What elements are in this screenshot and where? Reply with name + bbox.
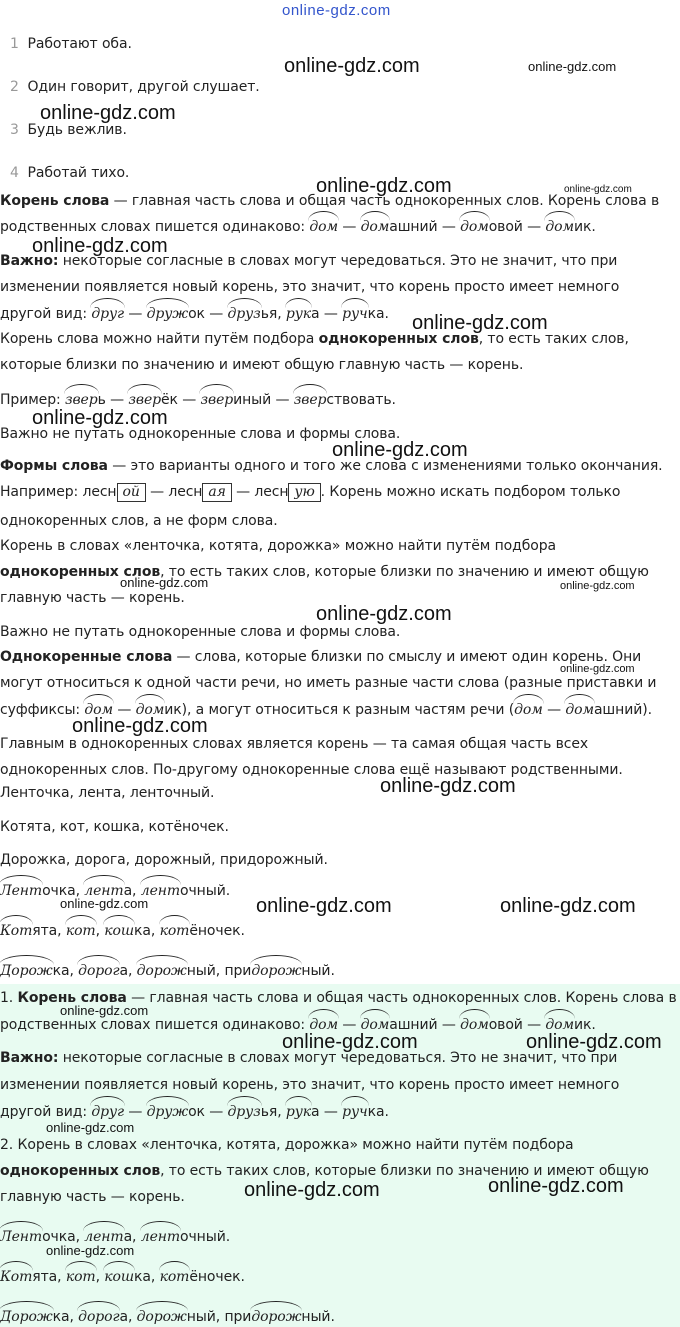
watermark: online-gdz.com [316, 603, 452, 625]
watermark: online-gdz.com [244, 1179, 380, 1201]
glav-line1: Главным в однокоренных словах является корень — та самая общая часть всех [0, 736, 589, 752]
words-line1: Ленточка, лента, ленточный. [0, 785, 215, 801]
answer-morph-lent: Ленточка, лента, ленточный. [0, 1229, 231, 1245]
answer-lent-line2: однокоренных слов, то есть таких слов, которые близки по значению и имеют общую [0, 1163, 649, 1179]
watermark: online-gdz.com [488, 1175, 624, 1197]
ending-box: ая [202, 483, 231, 502]
answer-vazhno-line1: Важно: некоторые согласные в словах могут чередоваться. Это не значит, что при [0, 1050, 618, 1066]
watermark: online-gdz.com [380, 775, 516, 797]
primer-line: Пример: зверь — зверёк — звериный — зверствовать. [0, 392, 396, 408]
lent-line1: Корень в словах «ленточка, котята, дорожка» можно найти путём подбора [0, 538, 556, 554]
answer-lent-line1: 2. Корень в словах «ленточка, котята, дорожка» можно найти путём подбора [0, 1137, 574, 1153]
ne-putat-line-2: Важно не путать однокоренные слова и формы слова. [0, 624, 401, 640]
answer-koren-line2: родственных словах пишется одинаково: дом — домашний — домовой — домик. [0, 1017, 596, 1033]
vazhno-line2: изменении появляется новый корень, это значит, что корень просто имеет немного [0, 279, 620, 295]
watermark: online-gdz.com [46, 1243, 135, 1258]
watermark: online-gdz.com [282, 1031, 418, 1053]
watermark: online-gdz.com [412, 312, 548, 334]
ending-box: ую [288, 483, 320, 502]
watermark: online-gdz.com [526, 1031, 662, 1053]
rule-text: Один говорит, другой слушает. [27, 79, 260, 95]
rule-item-1 [10, 35, 132, 53]
lent-line3: главную часть — корень. [0, 590, 185, 606]
watermark: online-gdz.com [72, 715, 208, 737]
ending-box: ой [117, 483, 146, 502]
rule-item-4 [10, 164, 129, 182]
formy-line2: Например: лесн ой — лесн ая — лесн ую . Корень можно искать подбором только [0, 484, 621, 500]
answer-vazhno-line3: другой вид: друг — дружок — друзья, рука — ручка. [0, 1104, 389, 1120]
watermark: online-gdz.com [40, 102, 176, 124]
watermark: online-gdz.com [528, 59, 617, 74]
rule-number: 1 [10, 36, 19, 52]
watermark: online-gdz.com [32, 235, 168, 257]
watermark: online-gdz.com [316, 175, 452, 197]
rule-text: Работай тихо. [27, 165, 130, 181]
watermark: online-gdz.com [284, 55, 420, 77]
odnok-line3: суффиксы: дом — домик), а могут относиться к разным частям речи (дом — домашний). [0, 702, 652, 718]
morph-lent-line: Ленточка, лента, ленточный. [0, 883, 231, 899]
site-header-link[interactable]: online-gdz.com [282, 2, 391, 19]
vazhno-line1: Важно: некоторые согласные в словах могут чередоваться. Это не значит, что при [0, 253, 618, 269]
rule-text: Работают оба. [27, 36, 132, 52]
ne-putat-line: Важно не путать однокоренные слова и формы слова. [0, 426, 401, 442]
podbor-line2: которые близки по значению и имеют общую главную часть — корень. [0, 357, 524, 373]
watermark: online-gdz.com [60, 896, 149, 911]
morph-dor-line: Дорожка, дорога, дорожный, придорожный. [0, 963, 335, 979]
words-line2: Котята, кот, кошка, котёночек. [0, 819, 229, 835]
watermark: online-gdz.com [500, 895, 636, 917]
odnok-line2: могут относиться к одной части речи, но иметь разные части слова (разные приставки и [0, 675, 657, 691]
watermark: online-gdz.com [32, 407, 168, 429]
koren-def-line2: родственных словах пишется одинаково: дом — домашний — домовой — домик. [0, 219, 596, 235]
words-line3: Дорожка, дорога, дорожный, придорожный. [0, 852, 328, 868]
glav-line2: однокоренных слов. По-другому однокоренные слова ещё называют родственными. [0, 762, 623, 778]
morph-kot-line: Котята, кот, кошка, котёночек. [0, 923, 245, 939]
vazhno-line3: другой вид: друг — дружок — друзья, рука — ручка. [0, 306, 389, 322]
rule-text: Будь вежлив. [27, 122, 127, 138]
rule-item-2 [10, 78, 260, 96]
watermark: online-gdz.com [60, 1003, 149, 1018]
watermark: online-gdz.com [46, 1120, 135, 1135]
answer-morph-kot: Котята, кот, кошка, котёночек. [0, 1269, 245, 1285]
formy-line1: Формы слова — это варианты одного и того же слова с изменениями только окончания. [0, 458, 663, 474]
watermark: online-gdz.com [256, 895, 392, 917]
watermark: online-gdz.com [332, 439, 468, 461]
rule-number: 4 [10, 165, 19, 181]
answer-koren-line1: 1. Корень слова — главная часть слова и общая часть однокоренных слов. Корень слова в [0, 990, 677, 1006]
answer-morph-dor: Дорожка, дорога, дорожный, придорожный. [0, 1309, 335, 1325]
watermark: online-gdz.com [560, 580, 635, 592]
watermark: online-gdz.com [560, 663, 635, 675]
watermark: online-gdz.com [564, 184, 632, 195]
formy-line3: однокоренных слов, а не форм слова. [0, 513, 278, 529]
koren-def-line1: Корень слова — главная часть слова и общая часть однокоренных слов. Корень слова в [0, 193, 660, 209]
podbor-line1: Корень слова можно найти путём подбора однокоренных слов, то есть таких слов, [0, 331, 629, 347]
odnok-line1: Однокоренные слова — слова, которые близки по смыслу и имеют один корень. Они [0, 649, 642, 665]
lent-line2: однокоренных слов, то есть таких слов, которые близки по значению и имеют общую [0, 564, 649, 580]
rule-number: 2 [10, 79, 19, 95]
answer-lent-line3: главную часть — корень. [0, 1189, 185, 1205]
rule-number: 3 [10, 122, 19, 138]
answer-vazhno-line2: изменении появляется новый корень, это значит, что корень просто имеет немного [0, 1077, 620, 1093]
watermark: online-gdz.com [120, 575, 209, 590]
